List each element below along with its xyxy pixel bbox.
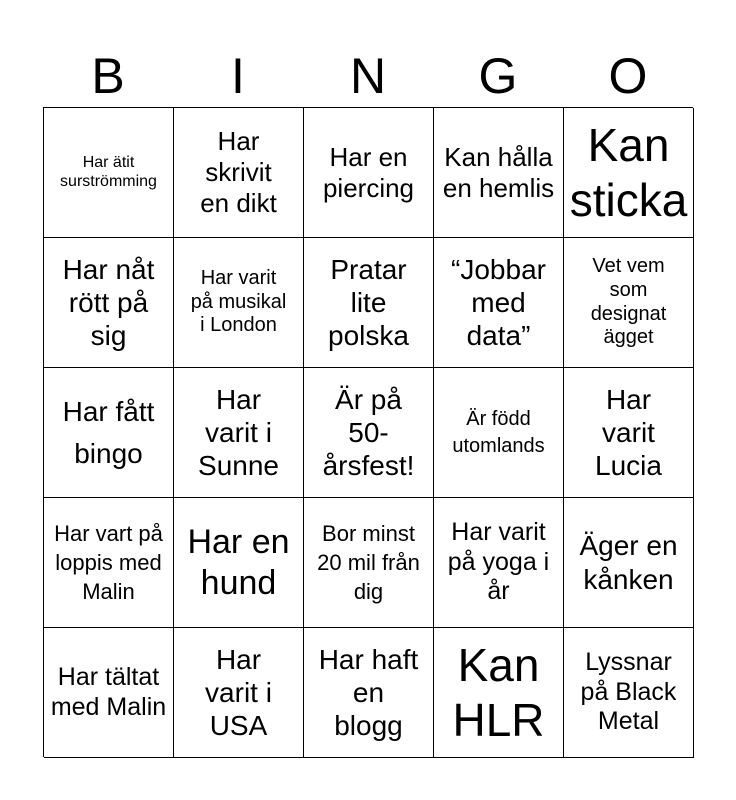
bingo-cell-r4-c4[interactable] — [434, 498, 564, 628]
cell-text: Lyssnar på Black Metal — [580, 648, 677, 736]
bingo-cell-r5-c3[interactable] — [304, 628, 434, 758]
cell-text: Har varit på yoga i år — [447, 518, 550, 606]
bingo-cell-r1-c3[interactable] — [304, 108, 434, 238]
bingo-cell-r2-c3[interactable] — [304, 238, 434, 368]
cell-text: Äger en kånken — [579, 530, 678, 595]
bingo-cell-r1-c1[interactable] — [44, 108, 174, 238]
bingo-cell-r5-c4[interactable] — [434, 628, 564, 758]
bingo-cell-r5-c1[interactable] — [44, 628, 174, 758]
bingo-cell-r4-c2[interactable] — [174, 498, 304, 628]
cell-text: Har en hund — [187, 523, 290, 602]
bingo-header — [43, 44, 693, 108]
bingo-cell-r2-c4[interactable] — [434, 238, 564, 368]
bingo-cell-r2-c1[interactable] — [44, 238, 174, 368]
cell-text: Har tältat med Malin — [50, 663, 167, 721]
bingo-cell-r3-c4[interactable] — [434, 368, 564, 498]
bingo-cell-r3-c1[interactable] — [44, 368, 174, 498]
bingo-cell-r4-c3[interactable] — [304, 498, 434, 628]
header-letter-i: I — [231, 48, 245, 104]
bingo-cell-r1-c4[interactable] — [434, 108, 564, 238]
header-letter-n: N — [349, 48, 387, 104]
header-letter-o: O — [608, 48, 648, 104]
bingo-cell-r3-c3[interactable] — [304, 368, 434, 498]
bingo-cell-r5-c5[interactable] — [564, 628, 694, 758]
cell-text: Har varit på musikal i London — [190, 267, 287, 337]
bingo-cell-r2-c5[interactable] — [564, 238, 694, 368]
cell-text: Har nåt rött på sig — [62, 253, 155, 352]
cell-text: Kan sticka — [569, 119, 688, 226]
cell-text: Har varit i USA — [205, 643, 272, 742]
cell-text: Har haft en blogg — [318, 643, 419, 742]
cell-text: Vet vem som designat ägget — [590, 255, 667, 349]
bingo-cell-r3-c2[interactable] — [174, 368, 304, 498]
cell-text: Har skrivit en dikt — [200, 126, 277, 218]
cell-text: Har varit Lucia — [595, 383, 662, 482]
cell-text: Har ätit surströmming — [60, 153, 157, 190]
cell-text: Bor minst 20 mil från dig — [317, 520, 420, 605]
cell-text: Har en piercing — [322, 141, 415, 203]
cell-text: Har vart på loppis med Malin — [54, 520, 163, 605]
header-letter-g: G — [478, 48, 518, 104]
bingo-cell-r1-c5[interactable] — [564, 108, 694, 238]
bingo-cell-r1-c2[interactable] — [174, 108, 304, 238]
cell-text: Kan hålla en hemlis — [442, 141, 555, 203]
header-letter-b: B — [91, 48, 125, 104]
cell-text: Har varit i Sunne — [198, 383, 279, 482]
bingo-cell-r4-c1[interactable] — [44, 498, 174, 628]
cell-text: Har fått bingo — [62, 395, 155, 469]
bingo-cell-r3-c5[interactable] — [564, 368, 694, 498]
cell-text: Pratar lite polska — [328, 253, 409, 352]
bingo-cell-r5-c2[interactable] — [174, 628, 304, 758]
cell-text: “Jobbar med data” — [451, 253, 546, 352]
cell-text: Är på 50-årsfest! — [322, 383, 415, 482]
bingo-cell-r2-c2[interactable] — [174, 238, 304, 368]
bingo-cell-r4-c5[interactable] — [564, 498, 694, 628]
cell-text: Kan HLR — [452, 639, 545, 746]
cell-text: Är född utomlands — [452, 408, 545, 457]
bingo-grid — [43, 107, 693, 757]
